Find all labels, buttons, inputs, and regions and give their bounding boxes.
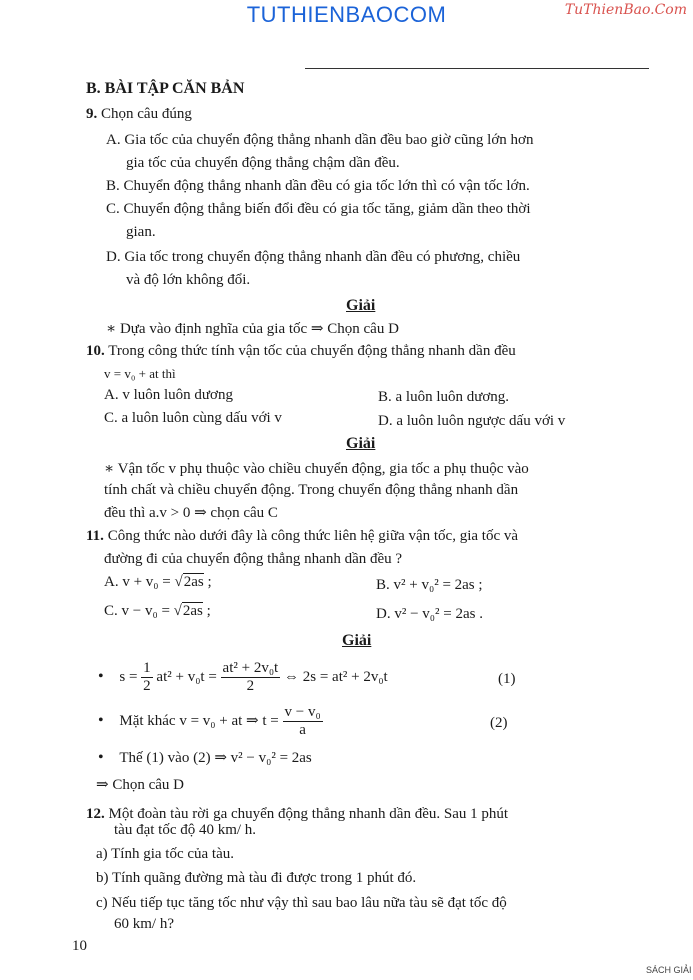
question-10 [86, 343, 516, 360]
q9-option-d-line2: và độ lớn không đổi. [126, 272, 251, 288]
denominator: 2 [246, 678, 255, 694]
section-title: B. BÀI TẬP CĂN BẢN [86, 80, 245, 97]
header-divider [305, 68, 649, 69]
sqrt-radicand: 2as [183, 574, 204, 590]
equation-2 [98, 704, 323, 739]
eq2-left: Mặt khác v = v₀ + at ⇒ t = [119, 712, 283, 729]
q11-answer: ⇒ Chọn câu D [96, 777, 184, 793]
q12-part-a: a) Tính gia tốc của tàu. [96, 846, 235, 862]
q12-part-c-line2: 60 km/ h? [114, 916, 174, 932]
bullet-icon: • [98, 749, 104, 766]
q9-option-b: B. Chuyển động thẳng nhanh dần đều có gia tốc lớn thì có vận tốc lớn. [106, 178, 530, 194]
q10-solution-line3: đều thì a.v > 0 ⇒ chọn câu C [104, 505, 278, 521]
question-prompt: Công thức nào dưới đây là công thức liên hệ giữa vận tốc, gia tốc và [107, 528, 519, 544]
bullet-icon: • [98, 711, 104, 729]
equation-3 [98, 748, 312, 767]
q9-solution-text: ∗ Dựa vào định nghĩa của gia tốc ⇒ Chọn câu D [106, 321, 399, 337]
equation-1 [98, 660, 388, 695]
fraction-eq2 [283, 704, 323, 739]
q12-prompt-line2: tàu đạt tốc độ 40 km/ h. [114, 822, 257, 838]
numerator: v − v₀ [284, 704, 321, 720]
q9-option-d-line1: D. Gia tốc trong chuyển động thẳng nhanh dần đều có phương, chiều [106, 249, 521, 265]
q12-part-b: b) Tính quãng đường mà tàu đi được trong 1 phút đó. [96, 870, 417, 886]
denominator: 2 [143, 678, 151, 694]
q10-option-c: C. a luôn luôn cùng dấu với v [104, 410, 282, 426]
eq1-right: ⇔ 2s = at² + 2v₀t [283, 668, 388, 685]
eq1-mid: at² + v₀t = [156, 668, 221, 685]
question-prompt: Trong công thức tính vận tốc của chuyển động thẳng nhanh dần đều [108, 343, 516, 359]
question-number: 12. [86, 806, 105, 822]
q9-option-c-line2: gian. [126, 224, 156, 240]
q10-option-d: D. a luôn luôn ngược dấu với v [378, 413, 566, 429]
question-number: 9. [86, 106, 98, 122]
eq2-tag: (2) [490, 715, 508, 731]
q11-prompt-line2: đường đi của chuyển động thẳng nhanh dần đều ? [104, 551, 403, 567]
q10-solution-line2: tính chất và chiều chuyển động. Trong chuyển động thẳng nhanh dần [104, 482, 519, 498]
q10-formula: v = v₀ + at thì [104, 366, 176, 381]
fraction-eq1 [221, 660, 281, 695]
q10-option-a: A. v luôn luôn dương [104, 387, 233, 403]
footer-brand: SÁCH GIẢI [646, 965, 692, 975]
question-11 [86, 528, 518, 545]
eq1-tag: (1) [498, 671, 516, 687]
q11-option-b: B. v² + v₀² = 2as ; [376, 577, 483, 593]
q11-option-d: D. v² − v₀² = 2as . [376, 606, 483, 622]
q9-option-a-line2: gia tốc của chuyển động thẳng chậm dần đều. [126, 155, 400, 171]
q10-option-b: B. a luôn luôn dương. [378, 389, 510, 405]
question-9 [86, 106, 192, 123]
question-number: 11. [86, 528, 104, 544]
question-12 [86, 806, 508, 823]
bullet-icon: • [98, 667, 104, 685]
q11-option-a-text: A. v + v₀ = [104, 574, 175, 590]
q11-option-c-end: ; [202, 603, 211, 619]
q9-solution-heading: Giải [346, 297, 376, 314]
q11-option-c-text: C. v − v₀ = [104, 603, 174, 619]
sqrt-radicand: 2as [182, 603, 203, 619]
eq1-left: s = [119, 668, 142, 685]
q11-option-a: A. v + v₀ = √2as ; [104, 574, 212, 590]
question-prompt: Một đoàn tàu rời ga chuyển động thẳng nhanh dần đều. Sau 1 phút [108, 806, 509, 822]
q10-solution-heading: Giải [346, 435, 376, 452]
denominator: a [299, 722, 306, 738]
numerator: at² + 2v₀t [222, 660, 279, 676]
page-number: 10 [72, 938, 87, 954]
fraction-one-half [141, 660, 153, 695]
question-prompt: Chọn câu đúng [101, 106, 192, 122]
q11-option-a-end: ; [203, 574, 212, 590]
q12-part-c-line1: c) Nếu tiếp tục tăng tốc như vậy thì sau bao lâu nữa tàu sẽ đạt tốc độ [96, 895, 507, 911]
eq3-text: Thế (1) vào (2) ⇒ v² − v₀² = 2as [119, 750, 312, 766]
q10-solution-line1: ∗ Vận tốc v phụ thuộc vào chiều chuyển động, gia tốc a phụ thuộc vào [104, 461, 529, 477]
q9-option-a-line1: A. Gia tốc của chuyển động thẳng nhanh dần đều bao giờ cũng lớn hơn [106, 132, 534, 148]
site-watermark: TuThienBao.Com [564, 2, 687, 18]
q11-solution-heading: Giải [342, 632, 372, 649]
q11-option-c: C. v − v₀ = √2as ; [104, 603, 211, 619]
site-title: TUTHIENBAOCOM [246, 2, 447, 27]
q9-option-c-line1: C. Chuyển động thẳng biến đổi đều có gia tốc tăng, giảm dần theo thời [106, 201, 531, 217]
numerator: 1 [143, 660, 151, 676]
question-number: 10. [86, 343, 105, 359]
